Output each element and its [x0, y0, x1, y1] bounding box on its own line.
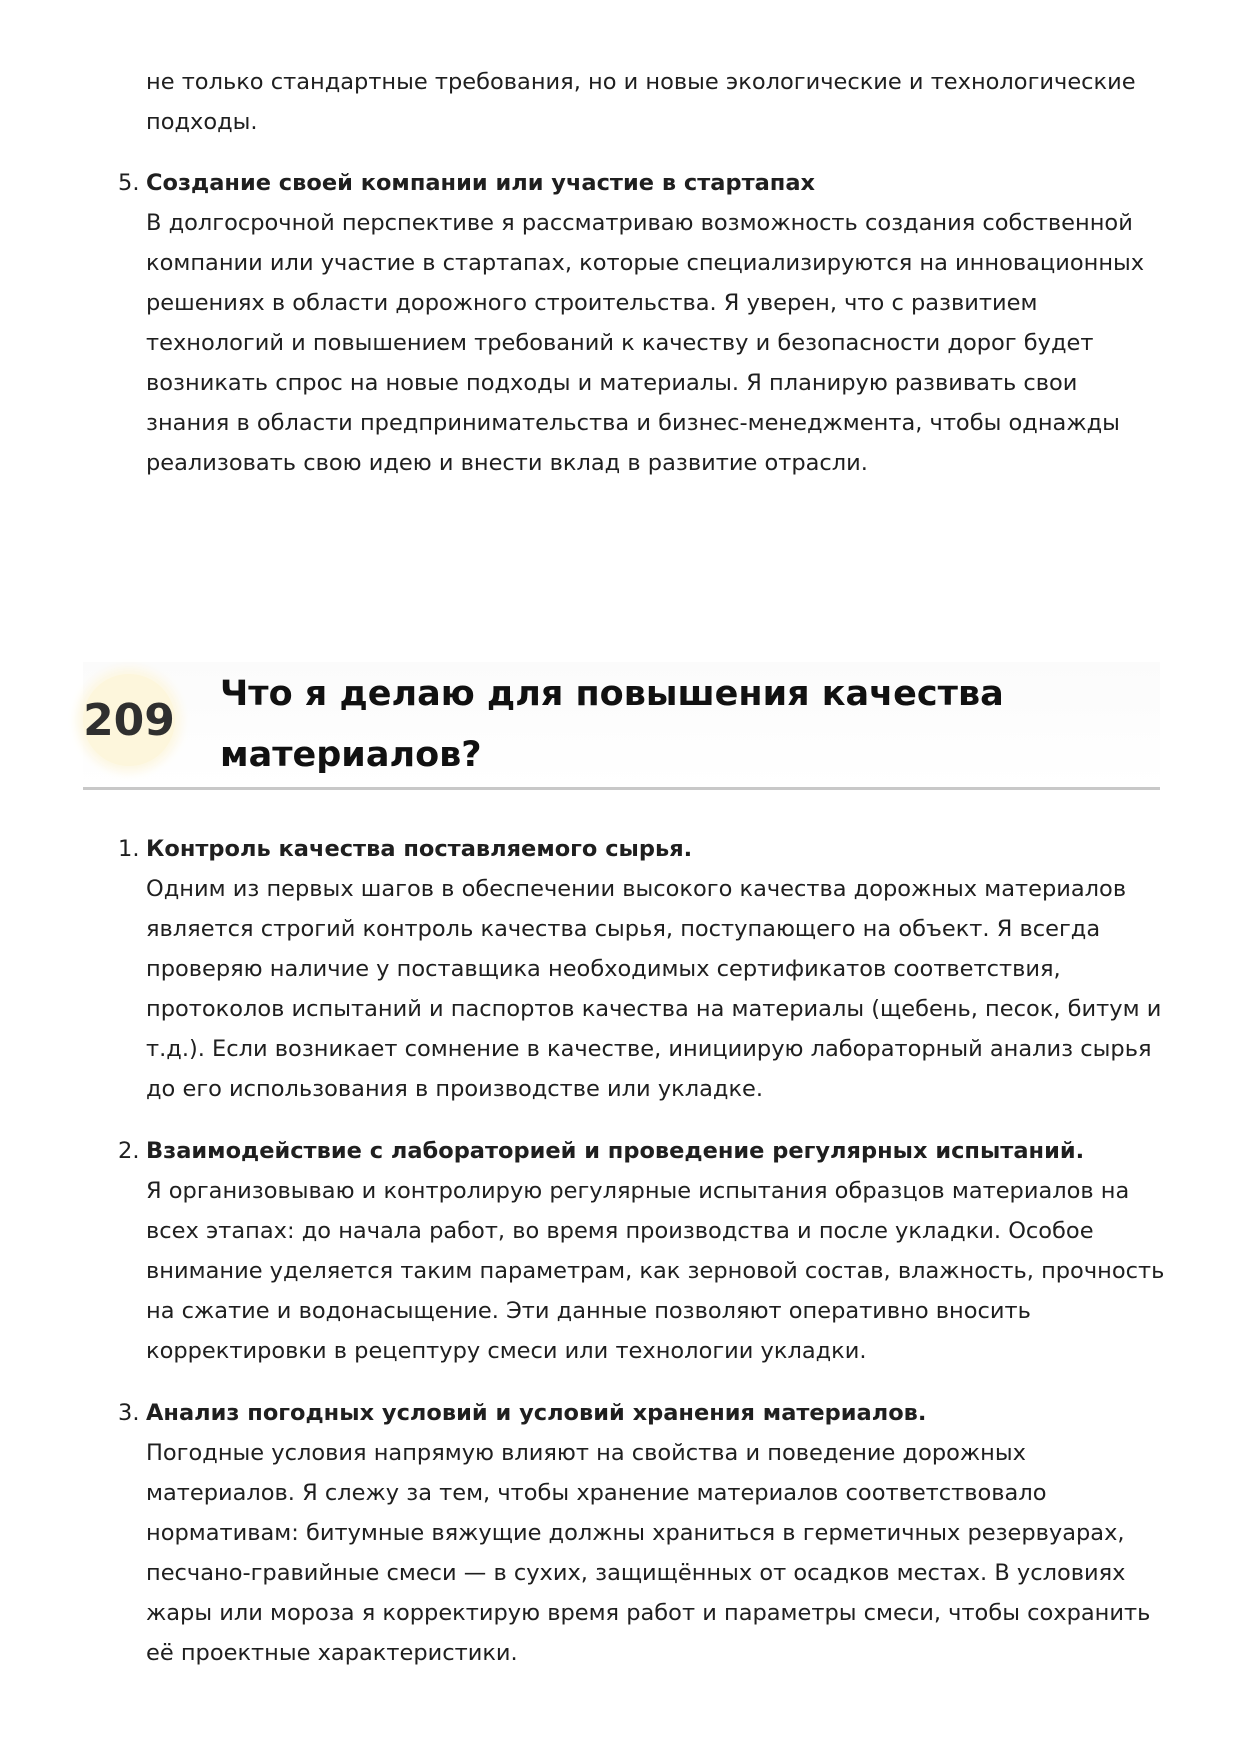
list-item-title: Контроль качества поставляемого сырья. [146, 836, 693, 862]
continuation-paragraph [146, 62, 1166, 142]
list-item [118, 163, 1166, 483]
section-number-badge: 209 [83, 674, 175, 766]
list-item-number: 2. [118, 1138, 140, 1164]
list-item [118, 1393, 1166, 1673]
list-item-title: Взаимодействие с лабораторией и проведение регулярных испытаний. [146, 1138, 1085, 1164]
list-item-body: Погодные условия напрямую влияют на свойства и поведение дорожных материалов. Я слежу за тем, чтобы хранение материалов соответствовало нормативам: битумные вяжущие должны храниться в герметичных резервуарах, песчано-гравийные смеси — в сухих, защищённых от осадков местах. В условиях жары или мороза я корректирую время работ и параметры смеси, чтобы сохранить её проектные характеристики. [146, 1440, 1151, 1666]
numbered-list [118, 829, 1166, 1695]
previous-numbered-list [118, 163, 1166, 483]
list-item-title: Анализ погодных условий и условий хранения материалов. [146, 1400, 927, 1426]
list-item-number: 3. [118, 1400, 140, 1426]
list-item-body: Я организовываю и контролирую регулярные испытания образцов материалов на всех этапах: до начала работ, во время производства и после укладки. Особое внимание уделяется таким параметрам, как зерновой состав, влажность, прочность на сжатие и водонасыщение. Эти данные позволяют оперативно вносить корректировки в рецептуру смеси или технологии укладки. [146, 1178, 1165, 1364]
list-item-body: В долгосрочной перспективе я рассматриваю возможность создания собственной компании или участие в стартапах, которые специализируются на инновационных решениях в области дорожного строительства. Я уверен, что с развитием технологий и повышением требований к качеству и безопасности дорог будет возникать спрос на новые подходы и материалы. Я планирую развивать свои знания в области предпринимательства и бизнес-менеджмента, чтобы однажды реализовать свою идею и внести вклад в развитие отрасли. [146, 210, 1145, 476]
list-item-title: Создание своей компании или участие в стартапах [146, 170, 816, 196]
list-item-number: 1. [118, 836, 140, 862]
continuation-text: не только стандартные требования, но и новые экологические и технологические подходы. [146, 69, 1136, 135]
section-header [83, 662, 1160, 790]
list-item-number: 5. [118, 170, 140, 196]
section-title: Что я делаю для повышения качества материалов? [220, 674, 1004, 775]
list-item [118, 829, 1166, 1109]
list-item [118, 1131, 1166, 1371]
list-item-body: Одним из первых шагов в обеспечении высокого качества дорожных материалов является строгий контроль качества сырья, поступающего на объект. Я всегда проверяю наличие у поставщика необходимых сертификатов соответствия, протоколов испытаний и паспортов качества на материалы (щебень, песок, битум и т.д.). Если возникает сомнение в качестве, инициирую лабораторный анализ сырья до его использования в производстве или укладке. [146, 876, 1162, 1102]
